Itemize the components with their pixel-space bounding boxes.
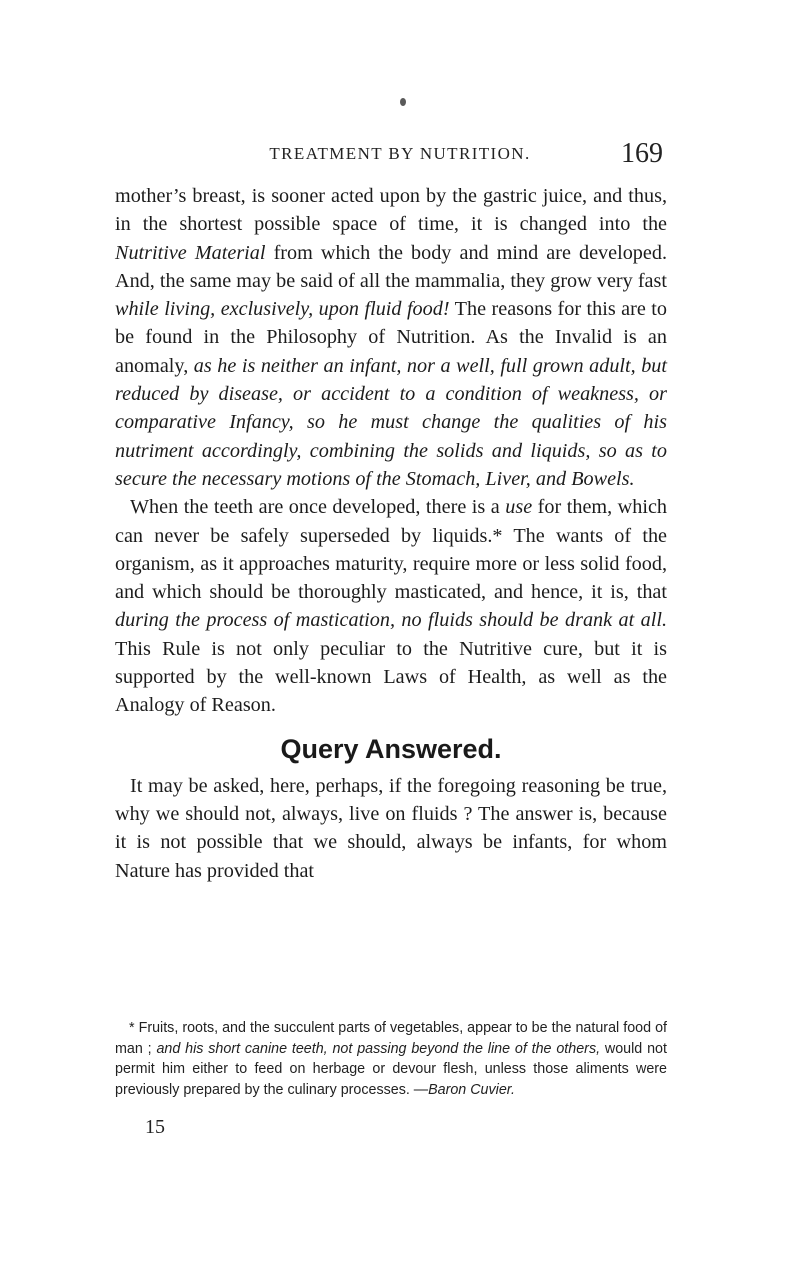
paragraph-2-text-3: This Rule is not only peculiar to the Nutritive cure, but it is supported by the well-known Laws of Health, as well as the Analogy of Reason. [115, 637, 667, 717]
page-number: 169 [621, 138, 663, 169]
paragraph-1-text-2: from which the body and mind are developed. And, the same may be said of all the mammalia, they grow very fast [115, 241, 667, 292]
section-heading: Query Answered. [280, 733, 502, 764]
paragraph-1-italic-2: while living, exclusively, upon fluid food! [115, 298, 450, 321]
paragraph-1-italic-3: as he is neither an infant, nor a well, full grown adult, but reduced by disease, or accident to a condition of weakness, or comparative Infancy, so he must change the qualities of his nutriment accordingly, combining the solids and liquids, so as to secure the necessary motions of the Stomach, Liver, and Bowels. [115, 354, 668, 490]
paragraph-3-text-1: It may be asked, here, perhaps, if the foregoing reasoning be true, why we should not, always, live on fluids ? The answer is, because it is not possible that we should, always be infants, for whom Nature has provided that [115, 774, 667, 882]
footnote-paragraph [115, 1018, 667, 1100]
paragraph-1-text-3: The reasons for this are to be found in the Philosophy of Nutrition. As the Invalid is an anomaly, [115, 298, 667, 377]
paragraph-2-italic-1: use [505, 496, 533, 519]
paragraph-1 [115, 182, 667, 493]
ink-speck [400, 98, 406, 106]
footnote-italic-2: Baron Cuvier. [428, 1081, 515, 1098]
paragraph-2-text-2: for them, which can never be safely superseded by liquids.* The wants of the organism, as it approaches maturity, require more or less solid food, and which should be thoroughly masticated, and hence, it is, that [115, 496, 667, 604]
paragraph-2-text-1: When the teeth are once developed, there is a [130, 496, 506, 519]
running-head: TREATMENT BY NUTRITION. [269, 144, 531, 163]
paragraph-1-italic-1: Nutritive Material [115, 241, 266, 264]
footnote-italic-1: and his short canine teeth, not passing beyond the line of the others, [156, 1040, 601, 1057]
footnote-text-2: would not permit him either to feed on herbage or devour flesh, unless those aliments were previously prepared by the culinary processes. — [115, 1040, 667, 1098]
paragraph-3 [115, 772, 667, 885]
footnote [115, 1018, 667, 1100]
page-header [0, 140, 800, 168]
footnote-text-1: * Fruits, roots, and the succulent parts of vegetables, appear to be the natural food of man ; [115, 1020, 667, 1057]
signature-mark: 15 [145, 1116, 165, 1138]
body-text [115, 182, 667, 885]
paragraph-1-text-1: mother’s breast, is sooner acted upon by the gastric juice, and thus, in the shortest possible space of time, it is changed into the [115, 185, 667, 236]
paragraph-2 [115, 493, 667, 719]
paragraph-2-italic-2: during the process of mastication, no fluids should be drank at all. [115, 609, 667, 632]
